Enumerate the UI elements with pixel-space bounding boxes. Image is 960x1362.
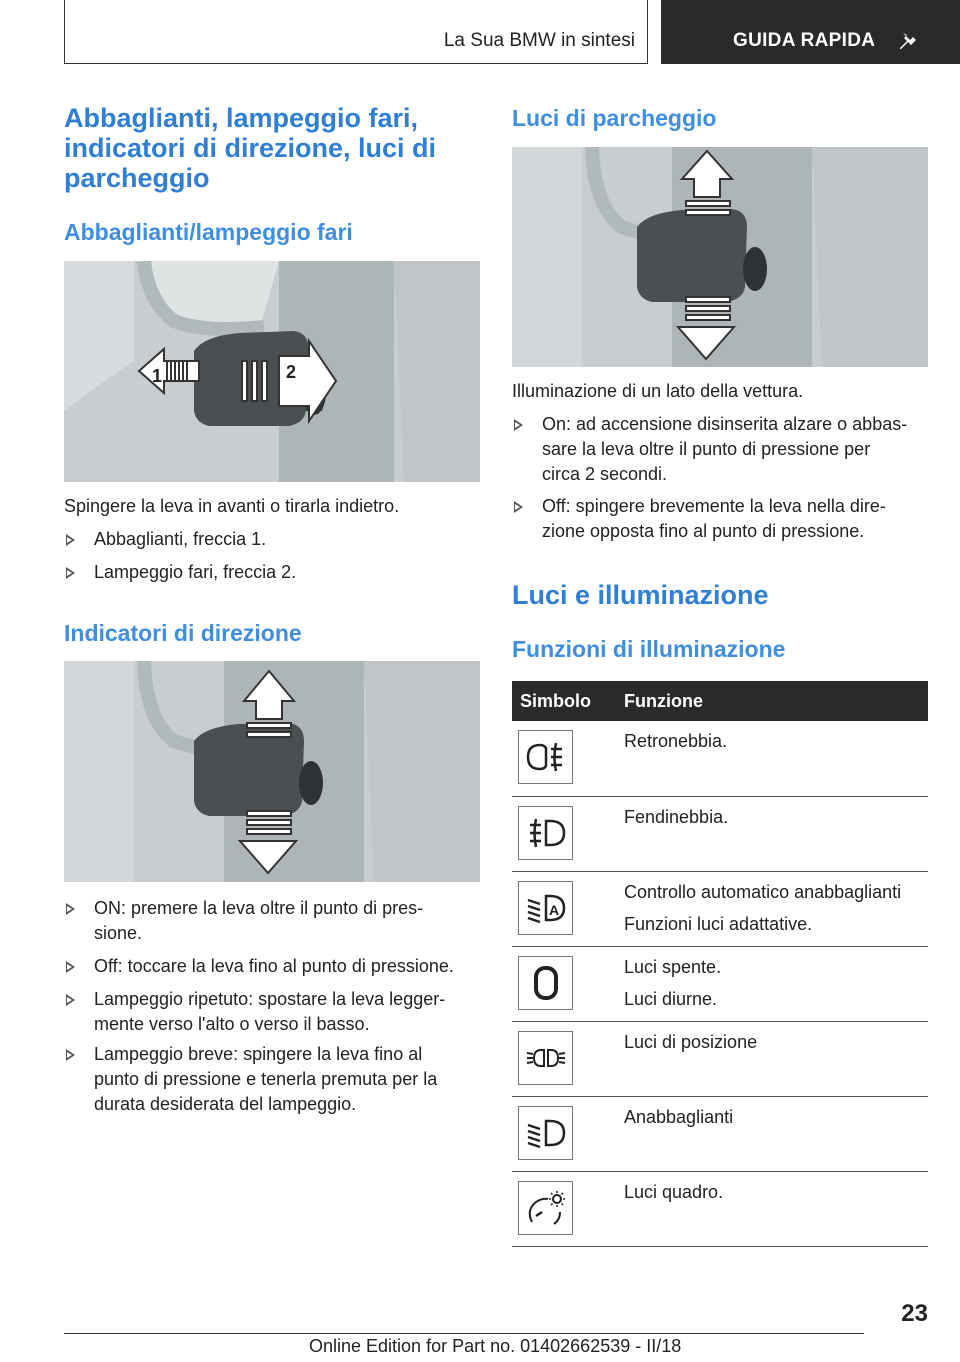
bullet-item: [512, 494, 928, 544]
title-line: indicatori di direzione, luci di: [64, 133, 437, 163]
bullet-item: [64, 527, 480, 552]
bullet-triangle-icon: [66, 567, 75, 579]
bullet-text: sione.: [94, 923, 143, 943]
bullet-text: Lampeggio ripetuto: spostare la leva legger-: [94, 989, 446, 1009]
figure-turn-signal-lever: [64, 661, 480, 882]
pin-icon: [897, 30, 921, 54]
table-row: [512, 796, 928, 871]
function-text: Funzioni luci adattative.: [624, 913, 813, 934]
footer-divider: [64, 1333, 864, 1334]
heading-parking-lights: Luci di parcheggio: [512, 105, 717, 131]
tab-label: GUIDA RAPIDA: [733, 30, 876, 51]
arrow-label-2: 2: [286, 362, 297, 382]
bullet-item: [64, 896, 480, 946]
title-line: Abbaglianti, lampeggio fari,: [64, 103, 419, 133]
front-fog-light-icon: [518, 806, 573, 860]
bullet-text: Off: spingere brevemente la leva nella dire-: [542, 496, 886, 516]
header-tab-guida-rapida[interactable]: [661, 0, 960, 64]
function-text: Anabbaglianti: [624, 1106, 734, 1127]
position-lights-icon: [518, 1031, 573, 1085]
bullet-item: [64, 560, 480, 585]
function-text: Controllo automatico anabbaglianti: [624, 881, 902, 902]
bullet-triangle-icon: [66, 903, 75, 915]
heading-turn-signals: Indicatori di direzione: [64, 620, 302, 646]
figure-high-beam-lever: [64, 261, 480, 482]
parking-lights-description: Illuminazione di un lato della vettura.: [512, 381, 804, 401]
function-text: Retronebbia.: [624, 731, 728, 751]
bullet-triangle-icon: [514, 501, 523, 513]
edition-note: Online Edition for Part no. 01402662539 - II/18: [309, 1336, 682, 1356]
bullet-text: Abbaglianti, freccia 1.: [94, 529, 267, 549]
lights-off-icon: [518, 956, 573, 1010]
bullet-text: Lampeggio breve: spingere la leva fino al: [94, 1044, 423, 1064]
bullet-item: [64, 954, 480, 979]
function-text: Luci di posizione: [624, 1031, 758, 1052]
svg-text:A: A: [548, 901, 559, 918]
function-text: Luci diurne.: [624, 988, 718, 1009]
table-row: [512, 1096, 928, 1171]
column-header-function: Funzione: [616, 681, 928, 721]
section-title: La Sua BMW in sintesi: [443, 30, 635, 51]
bullet-text: durata desiderata del lampeggio.: [94, 1094, 357, 1114]
instrument-lighting-icon: [518, 1181, 573, 1235]
lighting-functions-table: [512, 681, 928, 1247]
low-beam-icon: [518, 1106, 573, 1160]
bullet-item: [64, 987, 480, 1037]
bullet-triangle-icon: [514, 419, 523, 431]
bullet-text: mente verso l'alto o verso il basso.: [94, 1014, 370, 1034]
bullet-triangle-icon: [66, 961, 75, 973]
bullet-item: [64, 1042, 480, 1117]
heading-high-beam: Abbaglianti/lampeggio fari: [64, 219, 353, 245]
figure-parking-lights-lever: [512, 147, 928, 367]
bullet-text: punto di pressione e tenerla premuta per la: [94, 1069, 438, 1089]
bullet-text: sare la leva oltre il punto di pressione per: [542, 439, 871, 459]
title-line: parcheggio: [64, 163, 210, 193]
function-text: Luci spente.: [624, 956, 722, 977]
heading-lighting-functions: Funzioni di illuminazione: [512, 636, 786, 662]
page-title: [64, 103, 480, 193]
bullet-text: zione opposta fino al punto di pressione.: [542, 521, 865, 541]
bullet-text: ON: premere la leva oltre il punto di pres-: [94, 898, 424, 918]
rear-fog-light-icon: [518, 730, 573, 784]
table-row: [512, 1021, 928, 1096]
bullet-triangle-icon: [66, 1049, 75, 1061]
table-row: [512, 1171, 928, 1246]
bullet-text: Off: toccare la leva fino al punto di pressione.: [94, 956, 454, 976]
bullet-text: circa 2 secondi.: [542, 464, 668, 484]
bullet-triangle-icon: [66, 994, 75, 1006]
bullet-text: Lampeggio fari, freccia 2.: [94, 562, 297, 582]
high-beam-instruction: Spingere la leva in avanti o tirarla indietro.: [64, 496, 400, 516]
table-row: [512, 946, 928, 1021]
function-text: Fendinebbia.: [624, 806, 729, 827]
header-section-box: [64, 0, 648, 64]
heading-lights-and-illumination: Luci e illuminazione: [512, 580, 769, 610]
arrow-label-1: 1: [152, 366, 163, 386]
column-header-symbol: Simbolo: [512, 681, 616, 721]
bullet-text: On: ad accensione disinserita alzare o abbas-: [542, 414, 908, 434]
table-header-row: [512, 681, 928, 721]
bullet-item: [512, 412, 928, 487]
table-row: [512, 721, 928, 796]
page-number: 23: [901, 1300, 928, 1327]
auto-headlight-icon: [518, 881, 573, 935]
table-row: [512, 871, 928, 946]
bullet-triangle-icon: [66, 534, 75, 546]
function-text: Luci quadro.: [624, 1181, 724, 1202]
